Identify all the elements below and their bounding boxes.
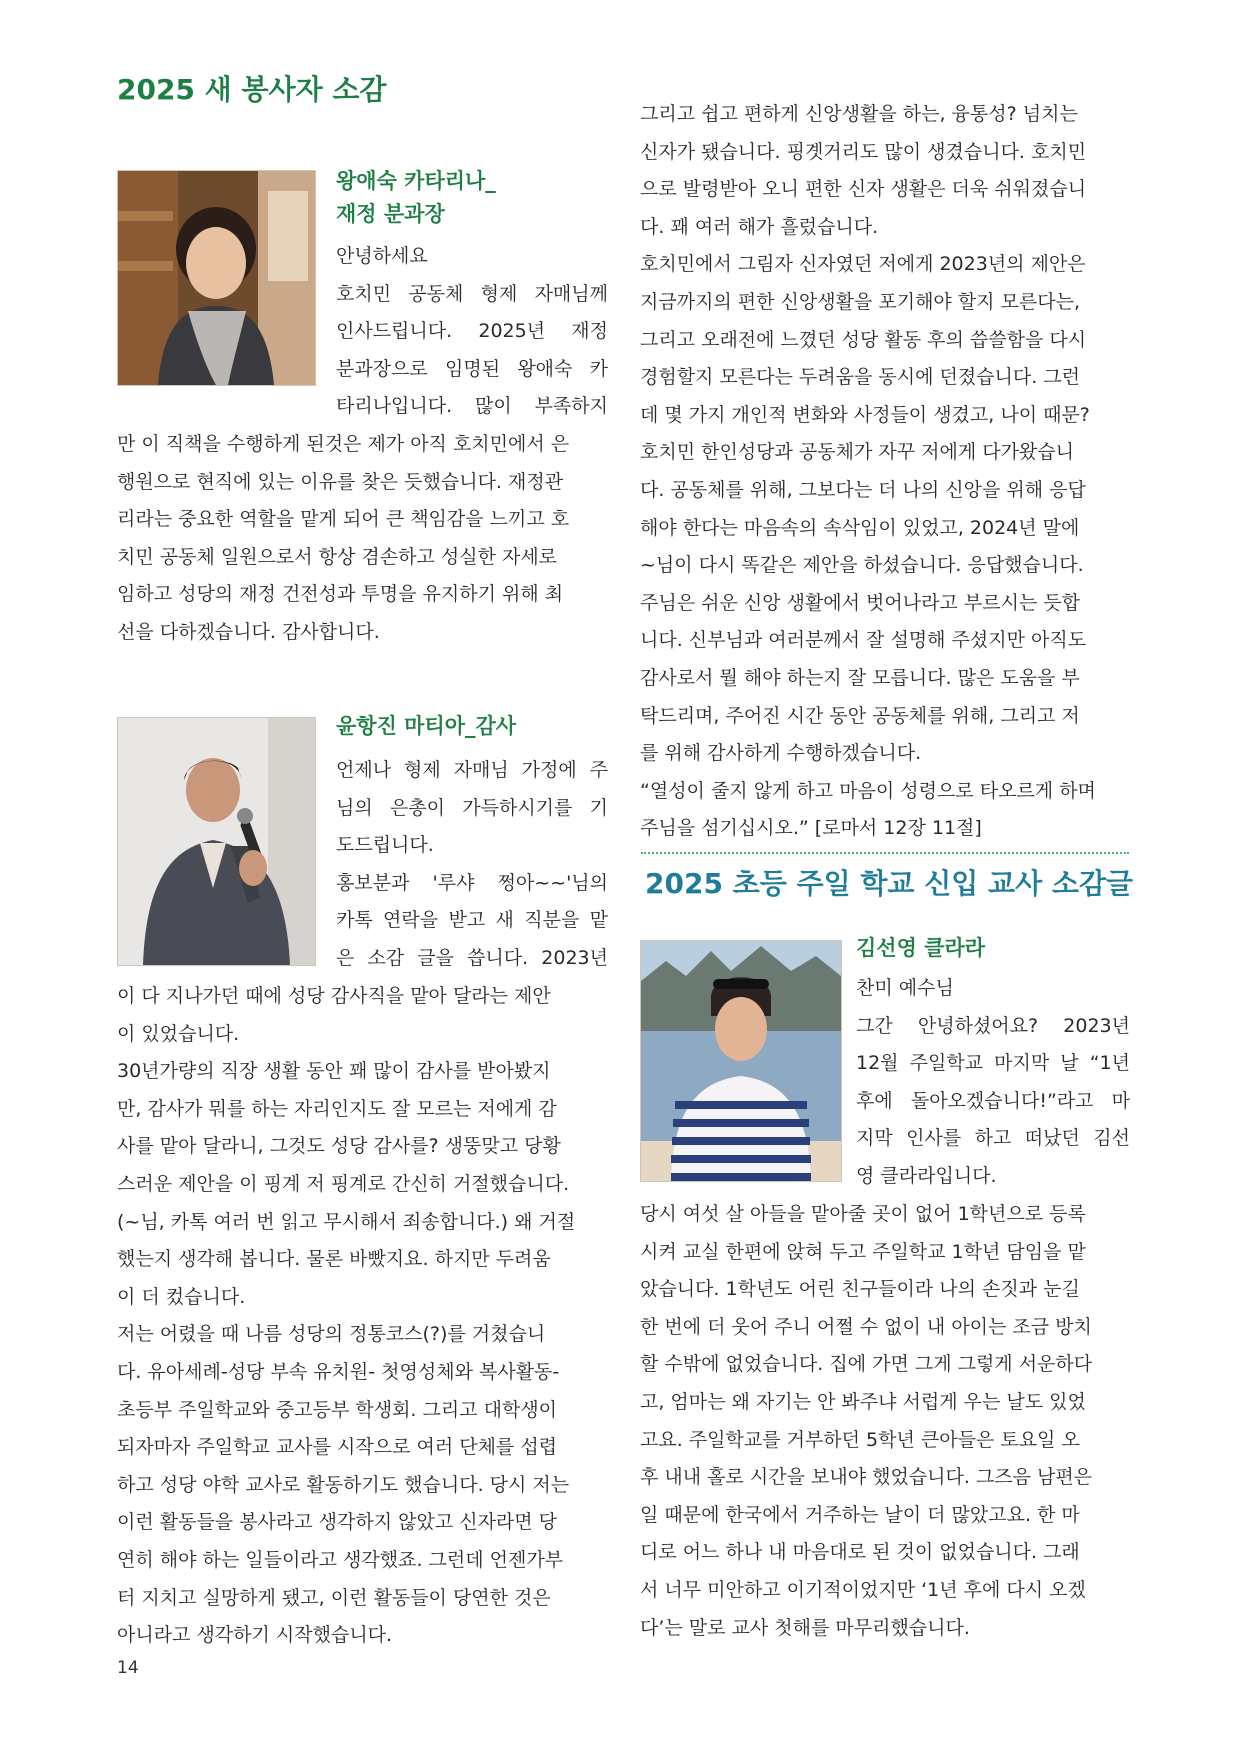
text-line: 행원으로 현직에 있는 이유를 찾은 듯했습니다. 재정관: [117, 470, 564, 493]
author2-body: [117, 978, 607, 1655]
text-line: 호치민에서 그림자 신자였던 저에게 2023년의 제안은: [640, 253, 1086, 276]
text-line: 타리나입니다. 많이 부족하지: [336, 395, 608, 418]
text-line: 만, 감사가 뭐를 하는 자리인지도 잘 모르는 저에게 감: [117, 1097, 557, 1120]
text-line: 은 소감 글을 씁니다. 2023년: [336, 946, 608, 969]
author1-name-line1: 왕애숙 카타리나_: [336, 169, 496, 193]
text-line: 경험할지 모른다는 두려움을 동시에 던졌습니다. 그런: [640, 366, 1081, 389]
text-line: 당시 여섯 살 아들을 맡아줄 곳이 없어 1학년으로 등록: [640, 1203, 1086, 1225]
text-line: 후 내내 홀로 시간을 보내야 했었습니다. 그즈음 남편은: [640, 1466, 1093, 1489]
text-line: 저는 어렸을 때 나름 성당의 정통코스(?)를 거쳤습니: [117, 1323, 546, 1346]
text-line: 안녕하세요: [336, 245, 428, 267]
text-line: 고, 엄마는 왜 자기는 안 봐주냐 서럽게 우는 날도 있었: [640, 1390, 1086, 1413]
text-line: 그리고 쉽고 편하게 신앙생활을 하는, 융통성? 넘치는: [640, 103, 1078, 125]
text-line: 일 때문에 한국에서 거주하는 날이 더 많았고요. 한 마: [640, 1503, 1080, 1526]
text-line: 이 다 지나가던 때에 성당 감사직을 맡아 달라는 제안: [117, 985, 551, 1007]
text-line: 디로 어느 하나 내 마음대로 된 것이 없었습니다. 그래: [640, 1541, 1080, 1564]
section-title-new-volunteers: 2025 새 봉사자 소감: [117, 73, 387, 106]
text-line: 으로 발령받아 오니 편한 신자 생활은 더욱 쉬워졌습니: [640, 178, 1087, 201]
text-line: 한 번에 더 웃어 주니 어쩔 수 없이 내 아이는 조금 방치: [640, 1315, 1092, 1338]
text-line: (~님, 카톡 여러 번 읽고 무시해서 죄송합니다.) 왜 거절: [117, 1210, 576, 1233]
text-line: 주님을 섬기십시오.” [로마서 12장 11절]: [640, 817, 982, 840]
text-line: 다. 유아세례-성당 부속 유치원- 첫영성체와 복사활동-: [117, 1360, 560, 1383]
text-line: 도드립니다.: [336, 834, 434, 857]
page-number: 14: [117, 1658, 139, 1678]
author2-body-continued: [640, 96, 1130, 848]
text-line: 터 지치고 실망하게 됐고, 이런 활동들이 당연한 것은: [117, 1586, 551, 1609]
section-title-new-teachers: 2025 초등 주일 학교 신입 교사 소감글: [645, 867, 1134, 900]
text-line: 님의 은총이 가득하시기를 기: [336, 796, 608, 819]
author3-body: [640, 1196, 1130, 1647]
text-line: 해야 한다는 마음속의 속삭임이 있었고, 2024년 말에: [640, 516, 1080, 539]
text-line: 이 더 컸습니다.: [117, 1285, 246, 1308]
text-line: 스러운 제안을 이 핑계 저 핑계로 간신히 거절했습니다.: [117, 1172, 570, 1195]
section-divider: [641, 852, 1129, 854]
text-line: 호치민 한인성당과 공동체가 자꾸 저에게 다가왔습니: [640, 441, 1074, 464]
portrait-woman-striped-shirt-photo: [640, 940, 842, 1182]
text-line: 다’는 말로 교사 첫해를 마무리했습니다.: [640, 1616, 970, 1639]
text-line: 다. 꽤 여러 해가 흘렀습니다.: [640, 215, 879, 238]
text-line: 았습니다. 1학년도 어린 친구들이라 나의 손짓과 눈길: [640, 1278, 1080, 1301]
text-line: 카톡 연락을 받고 새 직분을 맡: [336, 909, 608, 932]
text-line: 니다. 신부님과 여러분께서 잘 설명해 주셨지만 아직도: [640, 629, 1087, 652]
text-line: 할 수밖에 없었습니다. 집에 가면 그게 그렇게 서운하다: [640, 1353, 1093, 1376]
text-line: 홍보분과 '루샤 쩡아~~'님의: [336, 871, 608, 894]
text-line: 지금까지의 편한 신앙생활을 포기해야 할지 모른다는,: [640, 290, 1081, 313]
author2-name: 윤항진 마티아_감사: [336, 714, 517, 738]
text-line: 분과장으로 임명된 왕애숙 카: [336, 357, 608, 380]
text-line: 선을 다하겠습니다. 감사합니다.: [117, 620, 380, 643]
text-line: 그간 안녕하셨어요? 2023년: [856, 1014, 1130, 1037]
text-line: 감사로서 뭘 해야 하는지 잘 모릅니다. 많은 도움을 부: [640, 666, 1080, 689]
text-line: 리라는 중요한 역할을 맡게 되어 큰 책임감을 느끼고 호: [117, 508, 570, 531]
author1-name-line2: 재정 분과장: [336, 202, 445, 226]
text-line: 임하고 성당의 재정 건전성과 투명을 유지하기 위해 최: [117, 583, 564, 606]
text-line: 다. 공동체를 위해, 그보다는 더 나의 신앙을 위해 응답: [640, 478, 1086, 501]
text-line: 지막 인사를 하고 떠났던 김선: [856, 1127, 1130, 1150]
text-line: ~님이 다시 똑같은 제안을 하셨습니다. 응답했습니다.: [640, 554, 1084, 577]
text-line: 찬미 예수님: [856, 977, 954, 999]
text-line: 되자마자 주일학교 교사를 시작으로 여러 단체를 섭렵: [117, 1436, 558, 1459]
text-line: 주님은 쉬운 신앙 생활에서 벗어나라고 부르시는 듯합: [640, 591, 1081, 614]
author3-name: 김선영 클라라: [856, 936, 986, 960]
text-line: 이런 활동들을 봉사라고 생각하지 않았고 신자라면 당: [117, 1511, 558, 1534]
text-line: 아니라고 생각하기 시작했습니다.: [117, 1624, 393, 1647]
text-line: 영 클라라입니다.: [856, 1164, 997, 1187]
portrait-woman-photo: [117, 170, 316, 386]
text-line: 데 몇 가지 개인적 변화와 사정들이 생겼고, 나이 때문?: [640, 403, 1090, 426]
text-line: 만 이 직책을 수행하게 된것은 제가 아직 호치민에서 은: [117, 433, 570, 455]
text-line: “열성이 줄지 않게 하고 마음이 성령으로 타오르게 하며: [640, 779, 1096, 802]
text-line: 서 너무 미안하고 이기적이었지만 ‘1년 후에 다시 오겠: [640, 1578, 1086, 1601]
author1-body: [117, 426, 607, 652]
text-line: 고요. 주일학교를 거부하던 5학년 큰아들은 토요일 오: [640, 1428, 1080, 1451]
author1-name: [336, 165, 496, 231]
text-line: 호치민 공동체 형제 자매님께: [336, 282, 608, 305]
text-line: 시켜 교실 한편에 앉혀 두고 주일학교 1학년 담임을 맡: [640, 1240, 1086, 1263]
text-line: 언제나 형제 자매님 가정에 주: [336, 759, 608, 781]
portrait-man-microphone-photo: [117, 717, 316, 966]
text-line: 사를 맡아 달라니, 그것도 성당 감사를? 생뚱맞고 당황: [117, 1135, 561, 1158]
text-line: 연히 해야 하는 일들이라고 생각했죠. 그런데 언젠가부: [117, 1548, 564, 1571]
text-line: 그리고 오래전에 느꼈던 성당 활동 후의 씁쓸함을 다시: [640, 328, 1087, 351]
text-line: 초등부 주일학교와 중고등부 학생회. 그리고 대학생이: [117, 1398, 558, 1421]
text-line: 탁드리며, 주어진 시간 동안 공동체를 위해, 그리고 저: [640, 704, 1080, 727]
text-line: 12월 주일학교 마지막 날 “1년: [856, 1052, 1130, 1075]
text-line: 했는지 생각해 봅니다. 물론 바빴지요. 하지만 두려움: [117, 1248, 551, 1271]
text-line: 후에 돌아오겠습니다!”라고 마: [856, 1089, 1130, 1112]
text-line: 30년가량의 직장 생활 동안 꽤 많이 감사를 받아봤지: [117, 1060, 551, 1083]
text-line: 치민 공동체 일원으로서 항상 겸손하고 성실한 자세로: [117, 545, 558, 568]
text-line: 이 있었습니다.: [117, 1022, 240, 1045]
text-line: 하고 성당 야학 교사로 활동하기도 했습니다. 당시 저는: [117, 1473, 570, 1496]
text-line: 인사드립니다. 2025년 재정: [336, 320, 608, 343]
text-line: 를 위해 감사하게 수행하겠습니다.: [640, 742, 922, 765]
left-column: [117, 0, 607, 1754]
text-line: 신자가 됐습니다. 핑곗거리도 많이 생겼습니다. 호치민: [640, 140, 1087, 163]
